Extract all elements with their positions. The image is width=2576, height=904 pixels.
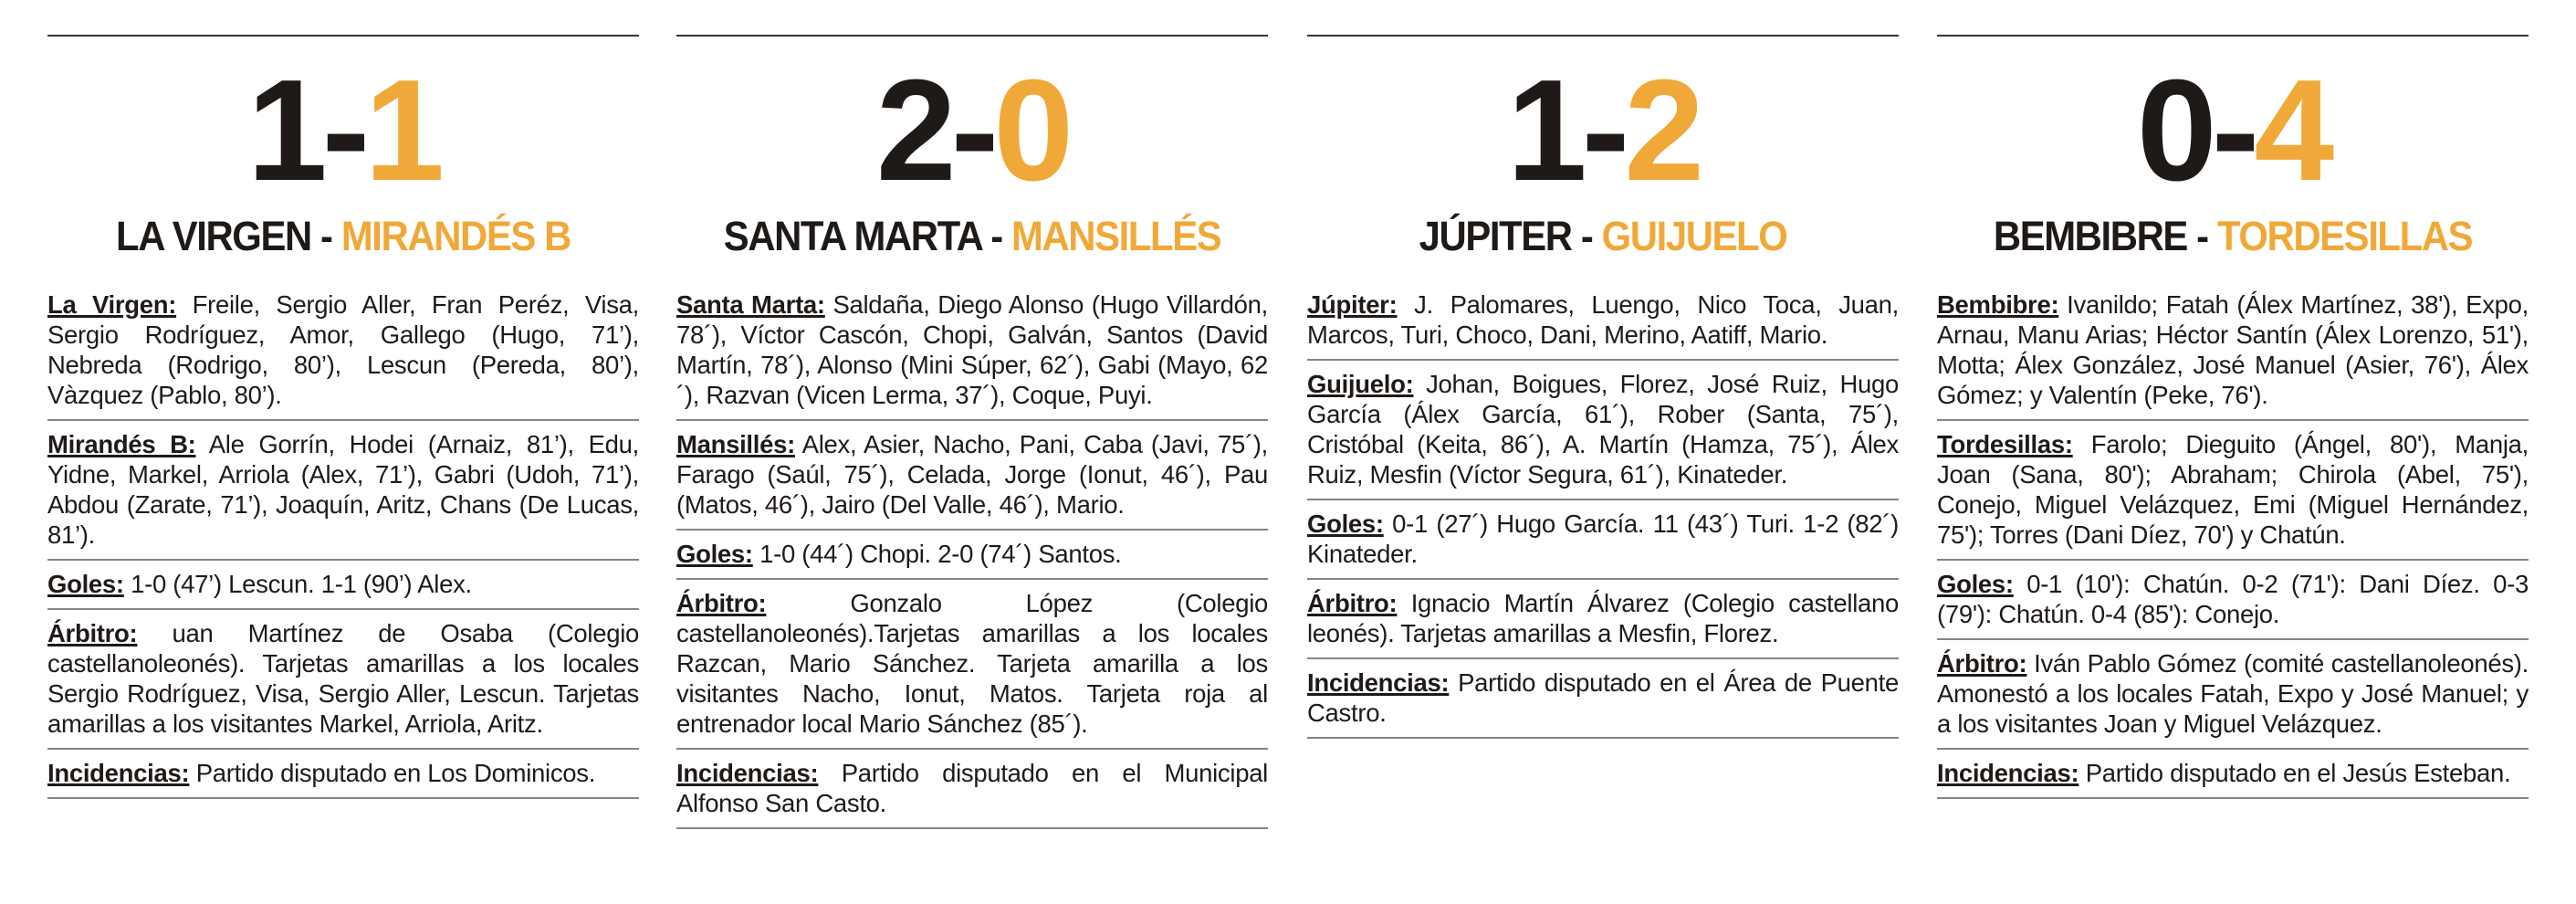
match-column-1 <box>47 35 639 799</box>
section-label: Incidencias: <box>676 759 819 787</box>
section-label: Bembibre: <box>1937 290 2059 319</box>
incidents <box>1937 748 2529 797</box>
section-label: Goles: <box>1307 510 1384 538</box>
team-home: JÚPITER <box>1419 213 1572 259</box>
team-separator: - <box>310 213 341 259</box>
team-home: LA VIRGEN <box>116 213 311 259</box>
section-text: Partido disputado en Los Dominicos. <box>189 759 596 787</box>
section-text: Partido disputado en el Área de Puente Castro. <box>1307 668 1899 727</box>
section-text: Ignacio Martín Álvarez (Colegio castellano leonés). Tarjetas amarillas a Mesfin, Florez. <box>1307 589 1899 647</box>
teams-heading <box>1328 208 1879 265</box>
section-text: 1-0 (44´) Chopi. 2-0 (74´) Santos. <box>752 540 1122 568</box>
score-home: 2 <box>875 50 951 211</box>
score <box>1937 50 2529 211</box>
goals <box>47 559 639 608</box>
section-text: Saldaña, Diego Alonso (Hugo Villardón, 78´), Víctor Cascón, Chopi, Galván, Santos (David Martín, 78´), Alonso (Mini Súper, 62´), Gabi (Mayo, 62´), Razvan (Vicen Lerma, 37´), Coque, Puyi. <box>676 290 1268 409</box>
section-text: Ivanildo; Fatah (Álex Martínez, 38'), Expo, Arnau, Manu Arias; Héctor Santín (Álex Lorenzo, 51'), Motta; Álex González, José Manuel (Asier, 76'), Álex Gómez; y Valentín (Peke, 76'). <box>1937 290 2529 409</box>
team-home: SANTA MARTA <box>723 213 981 259</box>
score <box>47 50 639 211</box>
teams-heading <box>68 208 619 265</box>
team-home: BEMBIBRE <box>1993 213 2187 259</box>
section-label: Árbitro: <box>676 589 767 617</box>
score-home: 1 <box>246 50 322 211</box>
home-lineup <box>1937 281 2529 419</box>
section-text: Freile, Sergio Aller, Fran Peréz, Visa, Sergio Rodríguez, Amor, Gallego (Hugo, 71’), Nebreda (Rodrigo, 80’), Lescun (Pereda, 80’), Vàzquez (Pablo, 80’). <box>47 290 640 409</box>
score <box>1307 50 1899 211</box>
score-separator: - <box>2211 50 2255 211</box>
incidents <box>676 748 1268 827</box>
team-separator: - <box>980 213 1011 259</box>
section-text: 0-1 (27´) Hugo García. 11 (43´) Turi. 1-2 (82´) Kinateder. <box>1307 510 1899 568</box>
referee <box>47 608 639 748</box>
referee <box>1937 638 2529 748</box>
team-away: MANSILLÉS <box>1011 213 1221 259</box>
score-separator: - <box>321 50 365 211</box>
section-label: Goles: <box>47 570 124 598</box>
section-label: Tordesillas: <box>1937 430 2073 458</box>
top-rule <box>1307 35 1899 37</box>
away-lineup <box>1307 359 1899 499</box>
score-separator: - <box>950 50 994 211</box>
team-away: MIRANDÉS B <box>340 213 571 259</box>
section-text: 1-0 (47’) Lescun. 1-1 (90’) Alex. <box>123 570 472 598</box>
match-column-4 <box>1937 35 2529 799</box>
team-away: GUIJUELO <box>1601 213 1787 259</box>
incidents <box>1307 657 1899 737</box>
section-label: Goles: <box>1937 570 2014 598</box>
goals <box>676 529 1268 578</box>
section-text: J. Palomares, Luengo, Nico Toca, Juan, Marcos, Turi, Choco, Dani, Merino, Aatiff, Mario. <box>1307 290 1899 349</box>
score-home: 0 <box>2136 50 2212 211</box>
section-text: Alex, Asier, Nacho, Pani, Caba (Javi, 75´), Farago (Saúl, 75´), Celada, Jorge (Ionut, 46´), Pau (Matos, 46´), Jairo (Del Valle, 46´), Mario. <box>676 430 1268 519</box>
score-away: 0 <box>993 50 1069 211</box>
away-lineup <box>47 419 639 559</box>
section-text: Iván Pablo Gómez (comité castellanoleonés). Amonestó a los locales Fatah, Expo y José Manuel; y a los visitantes Joan y Miguel Velázquez. <box>1937 649 2529 738</box>
bottom-rule <box>47 797 639 799</box>
section-text: 0-1 (10'): Chatún. 0-2 (71'): Dani Díez. 0-3 (79'): Chatún. 0-4 (85'): Conejo. <box>1937 570 2529 628</box>
goals <box>1307 499 1899 578</box>
home-lineup <box>47 281 639 419</box>
incidents <box>47 748 639 797</box>
section-text: Partido disputado en el Municipal Alfonso San Casto. <box>676 759 1268 817</box>
match-column-3 <box>1307 35 1899 739</box>
section-label: Árbitro: <box>47 619 138 647</box>
goals <box>1937 559 2529 638</box>
match-column-2 <box>676 35 1268 829</box>
bottom-rule <box>1937 797 2529 799</box>
section-label: Árbitro: <box>1937 649 2027 678</box>
section-label: Júpiter: <box>1307 290 1398 319</box>
section-label: Santa Marta: <box>676 290 825 319</box>
section-label: Goles: <box>676 540 753 568</box>
section-label: Árbitro: <box>1307 589 1398 617</box>
section-label: La Virgen: <box>47 290 177 319</box>
top-rule <box>47 35 639 37</box>
referee <box>676 578 1268 748</box>
score-away: 2 <box>1624 50 1700 211</box>
section-label: Incidencias: <box>1307 668 1450 697</box>
home-lineup <box>676 281 1268 419</box>
bottom-rule <box>1307 737 1899 739</box>
teams-heading <box>697 208 1248 265</box>
score <box>676 50 1268 211</box>
score-away: 1 <box>364 50 440 211</box>
section-text: Partido disputado en el Jesús Esteban. <box>2079 759 2511 787</box>
section-text: Farolo; Dieguito (Ángel, 80'), Manja, Joan (Sana, 80'); Abraham; Chirola (Abel, 75'), Conejo, Miguel Velázquez, Emi (Miguel Hernández, 75'); Torres (Dani Díez, 70') y Chatún. <box>1937 430 2529 549</box>
top-rule <box>1937 35 2529 37</box>
home-lineup <box>1307 281 1899 359</box>
section-label: Incidencias: <box>1937 759 2079 787</box>
section-text: Gonzalo López (Colegio castellanoleonés).Tarjetas amarillas a los locales Razcan, Mario Sánchez. Tarjeta amarilla a los visitantes Nacho, Ionut, Matos. Tarjeta roja al entrenador local Mario Sánchez (85´). <box>676 589 1268 738</box>
section-label: Guijuelo: <box>1307 370 1414 398</box>
top-rule <box>676 35 1268 37</box>
score-home: 1 <box>1506 50 1582 211</box>
section-text: uan Martínez de Osaba (Colegio castellanoleonés). Tarjetas amarillas a los locales Sergio Rodríguez, Visa, Sergio Aller, Lescun. Tarjetas amarillas a los visitantes Markel, Arriola, Aritz. <box>47 619 639 738</box>
score-separator: - <box>1581 50 1625 211</box>
team-separator: - <box>1571 213 1602 259</box>
away-lineup <box>1937 419 2529 559</box>
teams-heading <box>1958 208 2508 265</box>
section-label: Mirandés B: <box>47 430 196 458</box>
score-away: 4 <box>2254 50 2330 211</box>
team-separator: - <box>2186 213 2217 259</box>
section-text: Johan, Boigues, Florez, José Ruiz, Hugo García (Álex García, 61´), Rober (Santa, 75´), Cristóbal (Keita, 86´), A. Martín (Hamza, 75´), Álex Ruiz, Mesfin (Víctor Segura, 61´), Kinateder. <box>1307 370 1899 489</box>
referee <box>1307 578 1899 657</box>
section-label: Mansillés: <box>676 430 795 458</box>
section-label: Incidencias: <box>47 759 190 787</box>
team-away: TORDESILLAS <box>2216 213 2473 259</box>
section-text: Ale Gorrín, Hodei (Arnaiz, 81’), Edu, Yidne, Markel, Arriola (Alex, 71’), Gabri (Udoh, 71’), Abdou (Zarate, 71’), Joaquín, Aritz, Chans (De Lucas, 81’). <box>47 430 639 549</box>
bottom-rule <box>676 827 1268 829</box>
away-lineup <box>676 419 1268 529</box>
